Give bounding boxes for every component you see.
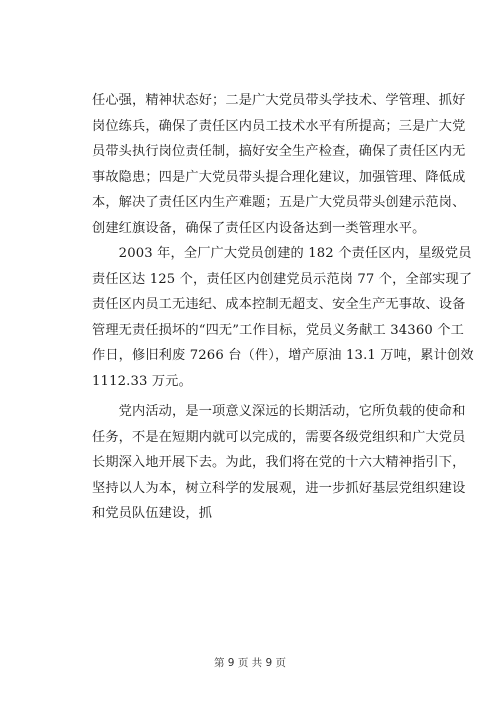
- text-line: 事故隐患；四是广大党员带头提合理化建议，加强管理、降低成: [92, 169, 466, 185]
- text-line: 作日，修旧利废 7266 台（件），增产原油 13.1 万吨，累计创效: [92, 348, 474, 363]
- paragraph-3: [92, 399, 466, 527]
- text-line: 责任区内员工无违纪、成本控制无超支、安全生产无事故、设备: [92, 297, 466, 312]
- text-line: 党内活动，是一项意义深远的长期活动，它所负载的使命和: [92, 404, 466, 419]
- text-line: 和党员队伍建设，抓: [92, 506, 213, 521]
- text-line: 岗位练兵，确保了责任区内员工技术水平有所提高；三是广大党: [92, 118, 466, 134]
- text-line: 管理无责任损坏的“四无”工作目标，党员义务献工 34360 个工: [92, 322, 464, 338]
- paragraph-2: [92, 241, 474, 394]
- text-line: 员带头执行岗位责任制，搞好安全生产检查，确保了责任区内无: [92, 144, 466, 159]
- text-line: 任务，不是在短期内就可以完成的，需要各级党组织和广大党员: [92, 429, 466, 445]
- text-line: 2003 年，全厂广大党员创建的 182 个责任区内，星级党员: [92, 246, 472, 261]
- page-footer: [0, 655, 500, 670]
- page-number: 第 9 页 共 9 页: [213, 657, 287, 669]
- paragraph-1: [92, 88, 466, 241]
- text-line: 创建红旗设备，确保了责任区内设备达到一类管理水平。: [92, 220, 426, 236]
- text-line: 任心强，精神状态好；二是广大党员带头学技术、学管理、抓好: [92, 93, 466, 108]
- text-line: 本，解决了责任区内生产难题；五是广大党员带头创建示范岗、: [92, 195, 466, 210]
- text-line: 1112.33 万元。: [92, 373, 192, 389]
- text-line: 坚持以人为本，树立科学的发展观，进一步抓好基层党组织建设: [92, 480, 466, 496]
- text-line: 责任区达 125 个，责任区内创建党员示范岗 77 个，全部实现了: [92, 271, 473, 287]
- text-line: 长期深入地开展下去。为此，我们将在党的十六大精神指引下，: [92, 455, 466, 470]
- body-text: [92, 88, 474, 527]
